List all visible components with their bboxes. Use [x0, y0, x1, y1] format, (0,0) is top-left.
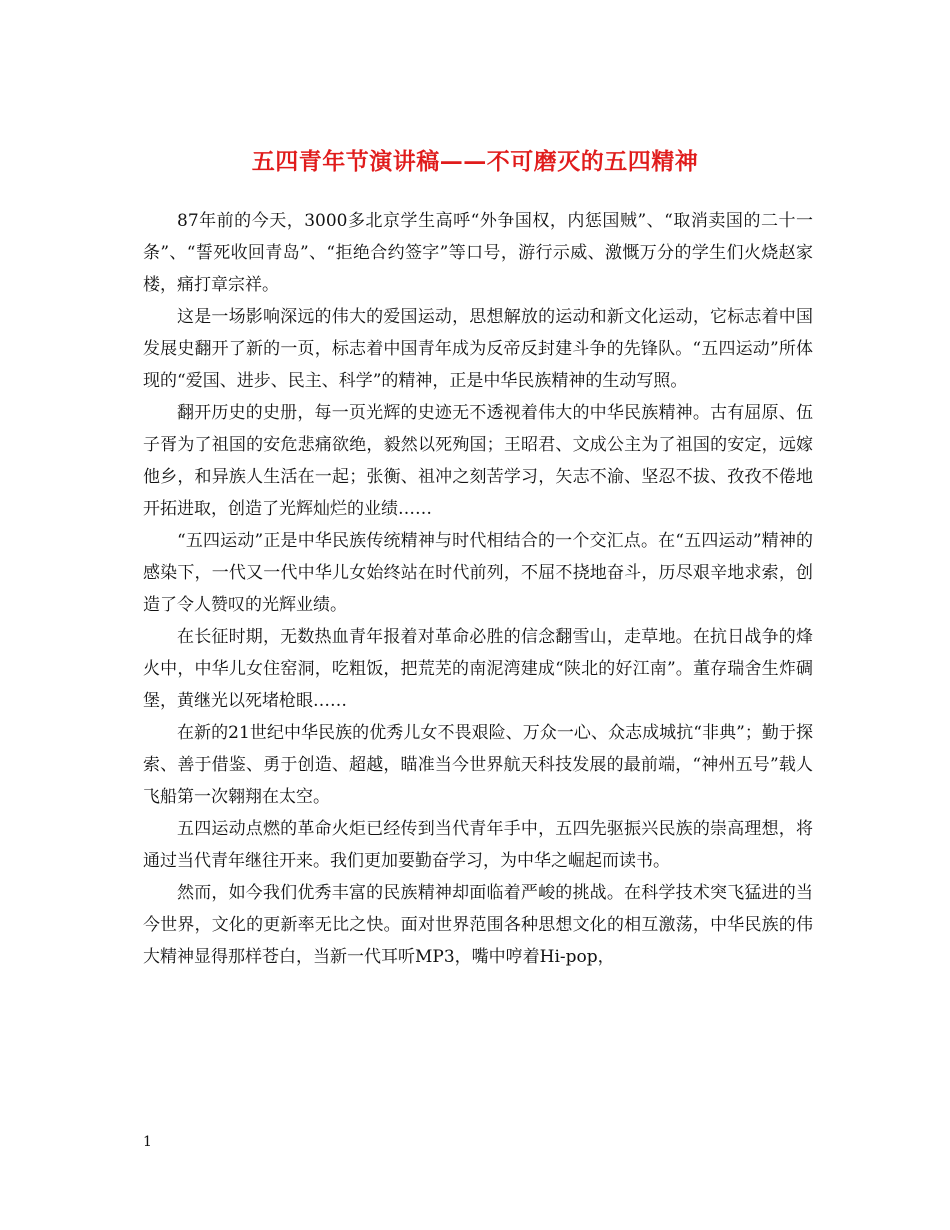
paragraph: 五四运动点燃的革命火炬已经传到当代青年手中，五四先驱振兴民族的崇高理想，将通过当代青年继往开来。我们更加要勤奋学习，为中华之崛起而读书。 [143, 819, 813, 871]
paragraph: 然而，如今我们优秀丰富的民族精神却面临着严峻的挑战。在科学技术突飞猛进的当今世界，文化的更新率无比之快。面对世界范围各种思想文化的相互激荡，中华民族的伟大精神显得那样苍白，当新一代耳听MP3，嘴中哼着Hi-pop， [143, 883, 813, 967]
page-number: 1 [143, 1134, 152, 1150]
paragraph: 在新的21世纪中华民族的优秀儿女不畏艰险、万众一心、众志成城抗“非典”；勤于探索、善于借鉴、勇于创造、超越，瞄准当今世界航天科技发展的最前端，“神州五号”载人飞船第一次翱翔在太空。 [143, 723, 813, 807]
paragraph: 在长征时期，无数热血青年报着对革命必胜的信念翻雪山，走草地。在抗日战争的烽火中，中华儿女住窑洞，吃粗饭，把荒芜的南泥湾建成“陕北的好江南”。董存瑞舍生炸碉堡，黄继光以死堵枪眼…… [143, 627, 813, 711]
paragraph: 翻开历史的史册，每一页光辉的史迹无不透视着伟大的中华民族精神。古有屈原、伍子胥为了祖国的安危悲痛欲绝，毅然以死殉国；王昭君、文成公主为了祖国的安定，远嫁他乡，和异族人生活在一起；张衡、祖冲之刻苦学习，矢志不渝、坚忍不拔、孜孜不倦地开拓进取，创造了光辉灿烂的业绩…… [143, 403, 813, 519]
document-body [143, 205, 813, 973]
paragraph: 87年前的今天，3000多北京学生高呼“外争国权，内惩国贼”、“取消卖国的二十一条”、“誓死收回青岛”、“拒绝合约签字”等口号，游行示威、激慨万分的学生们火烧赵家楼，痛打章宗祥。 [143, 211, 813, 295]
paragraph: “五四运动”正是中华民族传统精神与时代相结合的一个交汇点。在“五四运动”精神的感染下，一代又一代中华儿女始终站在时代前列，不屈不挠地奋斗，历尽艰辛地求索，创造了令人赞叹的光辉业绩。 [143, 531, 813, 615]
page-title: 五四青年节演讲稿——不可磨灭的五四精神 [251, 148, 699, 176]
paragraph: 这是一场影响深远的伟大的爱国运动，思想解放的运动和新文化运动，它标志着中国发展史翻开了新的一页，标志着中国青年成为反帝反封建斗争的先锋队。“五四运动”所体现的“爱国、进步、民主、科学”的精神，正是中华民族精神的生动写照。 [143, 307, 813, 391]
